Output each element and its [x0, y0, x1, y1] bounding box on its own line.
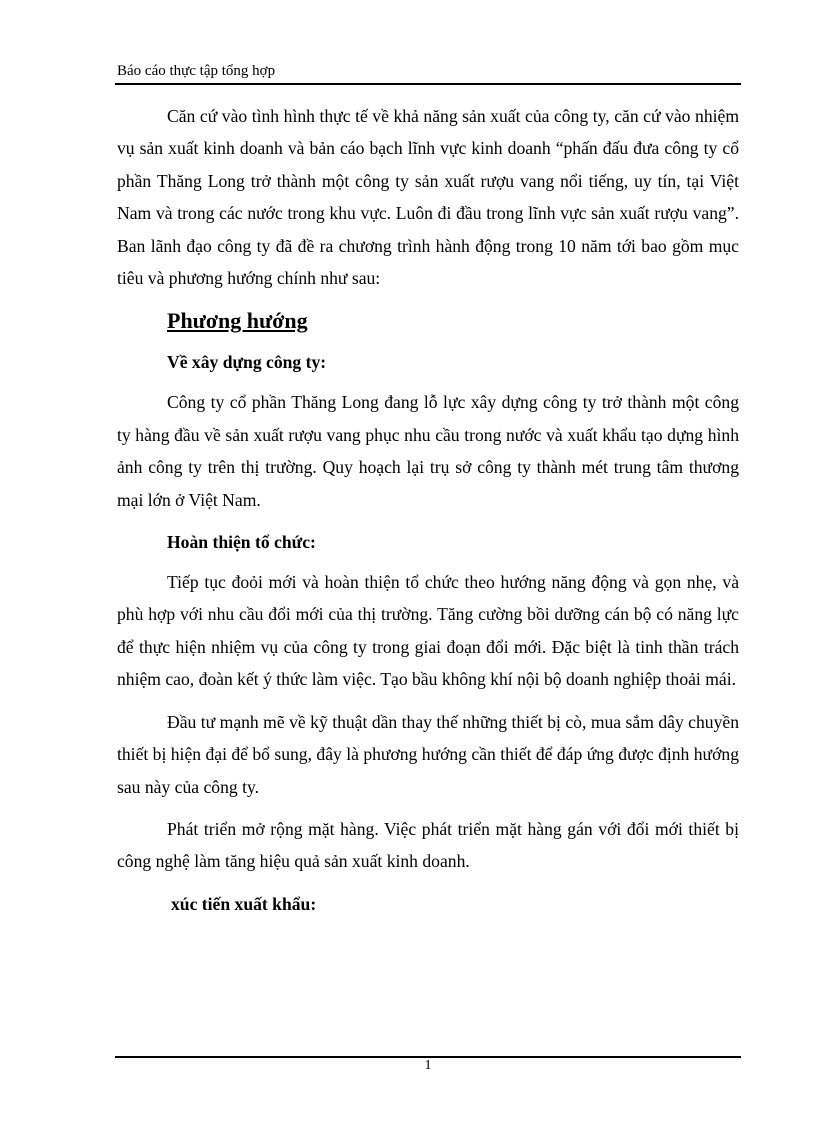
paragraph-phat-trien-mat-hang: Phát triển mở rộng mặt hàng. Việc phát triển mặt hàng gán với đổi mới thiết bị công nghệ làm tăng hiệu quả sản xuất kinh doanh. [117, 818, 739, 872]
section-heading-phuong-huong: Phương hướng [167, 308, 308, 334]
intro-paragraph: Căn cứ vào tình hình thực tế về khả năng sản xuất của công ty, căn cứ vào nhiệm vụ sản xuất kinh doanh và bản cáo bạch lĩnh vực kinh doanh “phấn đấu đưa công ty cổ phần Thăng Long trở thành một công ty sản xuất rượu vang nổi tiếng, uy tín, tại Việt Nam và trong các nước trong khu vực. Luôn đi đầu trong lĩnh vực sản xuất rượu vang”. Ban lãnh đạo công ty đã đề ra chương trình hành động trong 10 năm tới bao gồm mục tiêu và phương hướng chính như sau: [117, 106, 739, 289]
subheading-hoan-thien-to-chuc: Hoàn thiện tổ chức: [167, 532, 316, 553]
paragraph-hoan-thien-to-chuc: Tiếp tục đoỏi mới và hoàn thiện tổ chức theo hướng năng động và gọn nhẹ, và phù hợp với nhu cầu đổi mới của thị trường. Tăng cường bồi dưỡng cán bộ có năng lực để thực hiện nhiệm vụ của công ty trong giai đoạn đổi mới. Đặc biệt là tinh thần trách nhiệm cao, đoàn kết ý thức làm việc. Tạo bầu không khí nội bộ doanh nghiệp thoải mái. [117, 572, 739, 690]
header-divider [115, 83, 741, 85]
paragraph-dau-tu-ky-thuat: Đầu tư mạnh mẽ về kỹ thuật dần thay thế những thiết bị cò, mua sắm dây chuyền thiết bị hiện đại để bổ sung, đây là phương hướng cần thiết để đáp ứng được định hướng sau này của công ty. [117, 711, 739, 797]
paragraph-xay-dung-cong-ty: Công ty cổ phần Thăng Long đang lỗ lực xây dựng công ty trở thành một công ty hàng đầu về sản xuất rượu vang phục nhu cầu trong nước và xuất khẩu tạo dựng hình ảnh công ty trên thị trường. Quy hoạch lại trụ sở công ty thành mét trung tâm thương mại lớn ở Việt Nam. [117, 392, 739, 510]
page-number: 1 [424, 1058, 432, 1073]
document-body [117, 100, 739, 928]
subheading-xuc-tien-xuat-khau: xúc tiến xuất khẩu: [171, 893, 317, 914]
page-header-title: Báo cáo thực tập tổng hợp [117, 63, 276, 79]
subheading-xay-dung-cong-ty: Về xây dựng công ty: [167, 352, 327, 373]
